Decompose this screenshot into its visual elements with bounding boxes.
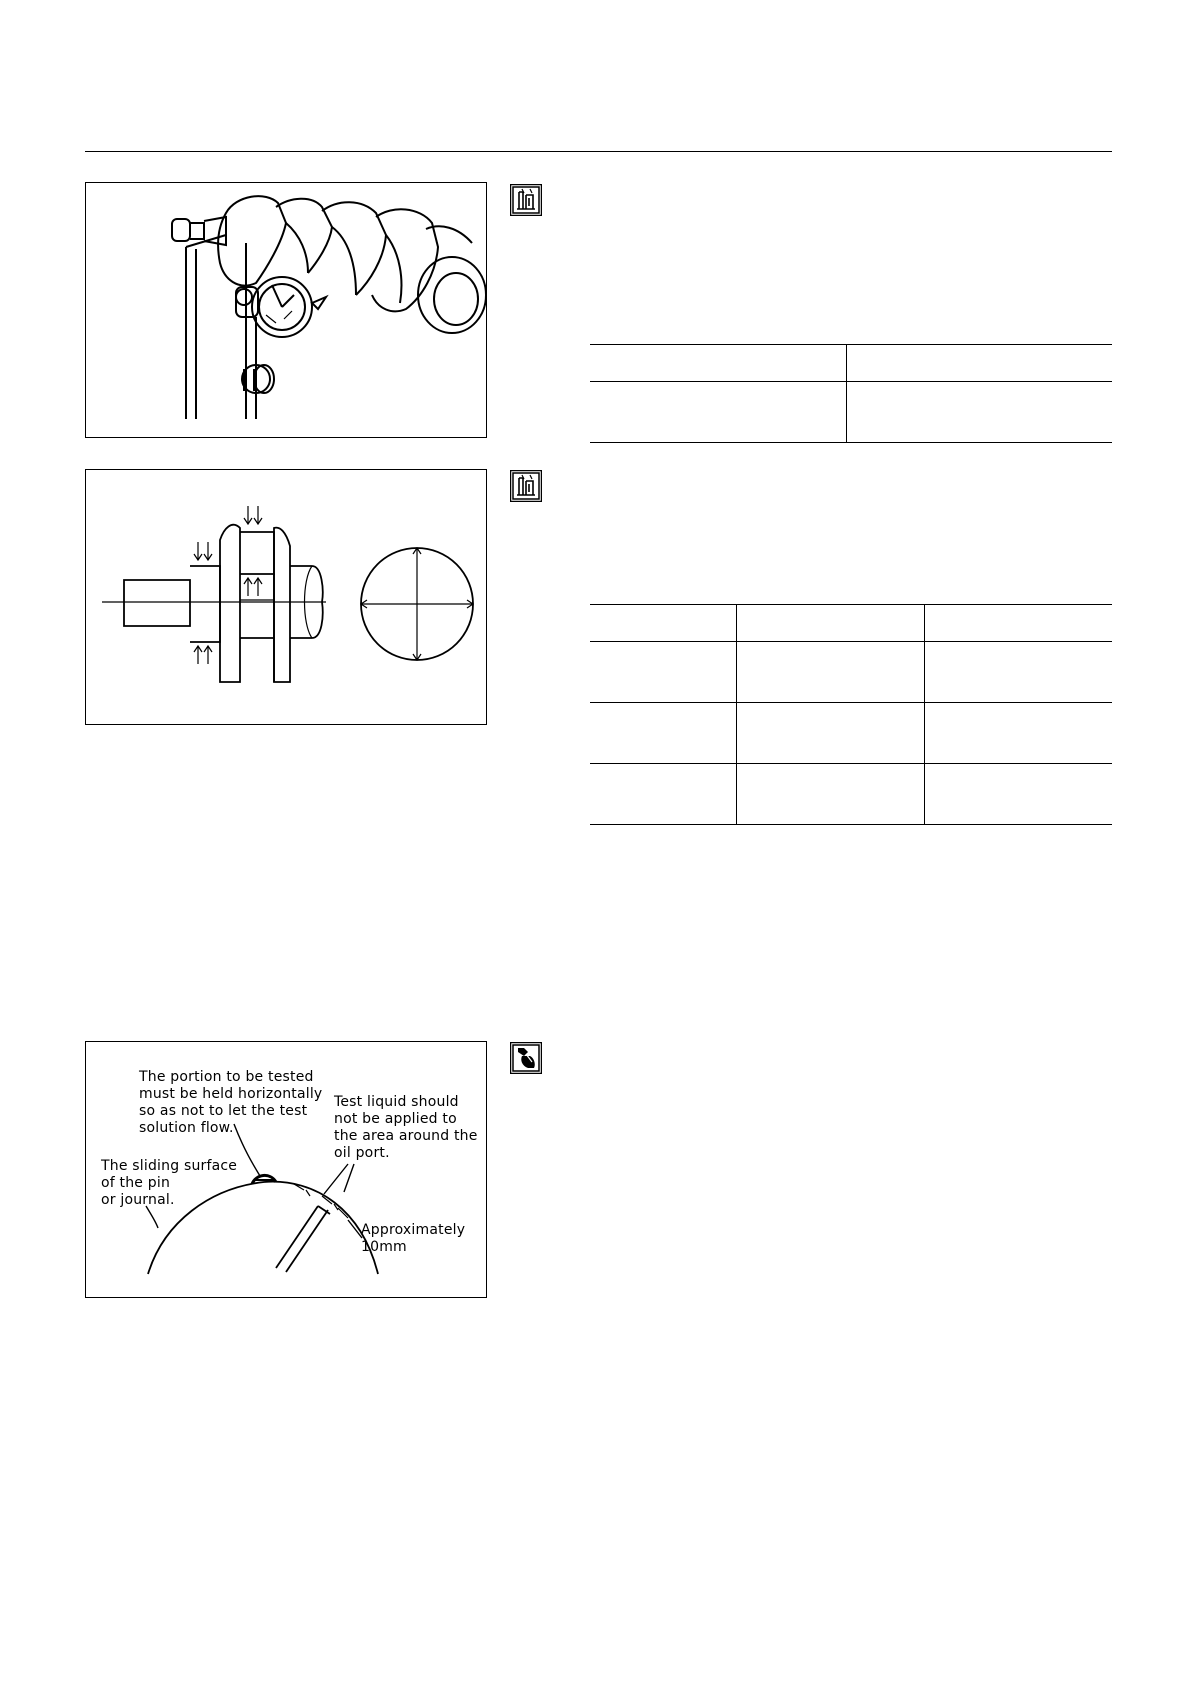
table-row bbox=[590, 345, 1112, 382]
inspection-gauge-icon bbox=[510, 470, 542, 502]
table-cell bbox=[925, 703, 1113, 764]
table-row bbox=[590, 382, 1112, 443]
table-row bbox=[590, 605, 1112, 642]
dye-penetrant-icon-svg bbox=[510, 1042, 542, 1074]
table-cell bbox=[737, 703, 925, 764]
table-row bbox=[590, 703, 1112, 764]
table-cell bbox=[590, 703, 737, 764]
table-cell bbox=[590, 642, 737, 703]
table-cell bbox=[925, 605, 1113, 642]
table-cell bbox=[847, 382, 1113, 443]
runout-spec-table bbox=[590, 344, 1112, 443]
table-row bbox=[590, 764, 1112, 825]
table-cell bbox=[737, 764, 925, 825]
crankshaft-runout-figure bbox=[85, 182, 487, 438]
table-cell bbox=[590, 345, 847, 382]
inspection-gauge-icon-svg bbox=[510, 470, 542, 502]
table-cell bbox=[737, 605, 925, 642]
measuring-points-illustration bbox=[86, 470, 486, 724]
table-cell bbox=[590, 605, 737, 642]
table-row bbox=[590, 642, 1112, 703]
journal-diameter-figure bbox=[85, 469, 487, 725]
inspection-gauge-icon bbox=[510, 184, 542, 216]
inspection-gauge-icon-svg bbox=[510, 184, 542, 216]
dye-penetrant-test-figure bbox=[85, 1041, 487, 1298]
table-cell bbox=[590, 764, 737, 825]
test-liquid-note: Test liquid should not be applied to the area around the oil port. bbox=[334, 1094, 478, 1161]
table-cell bbox=[847, 345, 1113, 382]
approximately-note: Approximately 10mm bbox=[361, 1222, 466, 1255]
table-cell bbox=[925, 764, 1113, 825]
table-cell bbox=[925, 642, 1113, 703]
header-rule bbox=[85, 151, 1112, 152]
diameter-spec-table bbox=[590, 604, 1112, 825]
dye-penetrant-icon bbox=[510, 1042, 542, 1074]
sliding-surface-note: The sliding surface of the pin or journal. bbox=[101, 1158, 238, 1208]
table-cell bbox=[737, 642, 925, 703]
crankshaft-dial-gauge-illustration bbox=[86, 183, 486, 437]
table-cell bbox=[590, 382, 847, 443]
test-portion-note: The portion to be tested must be held horizontally so as not to let the test solution flow. bbox=[139, 1069, 323, 1136]
